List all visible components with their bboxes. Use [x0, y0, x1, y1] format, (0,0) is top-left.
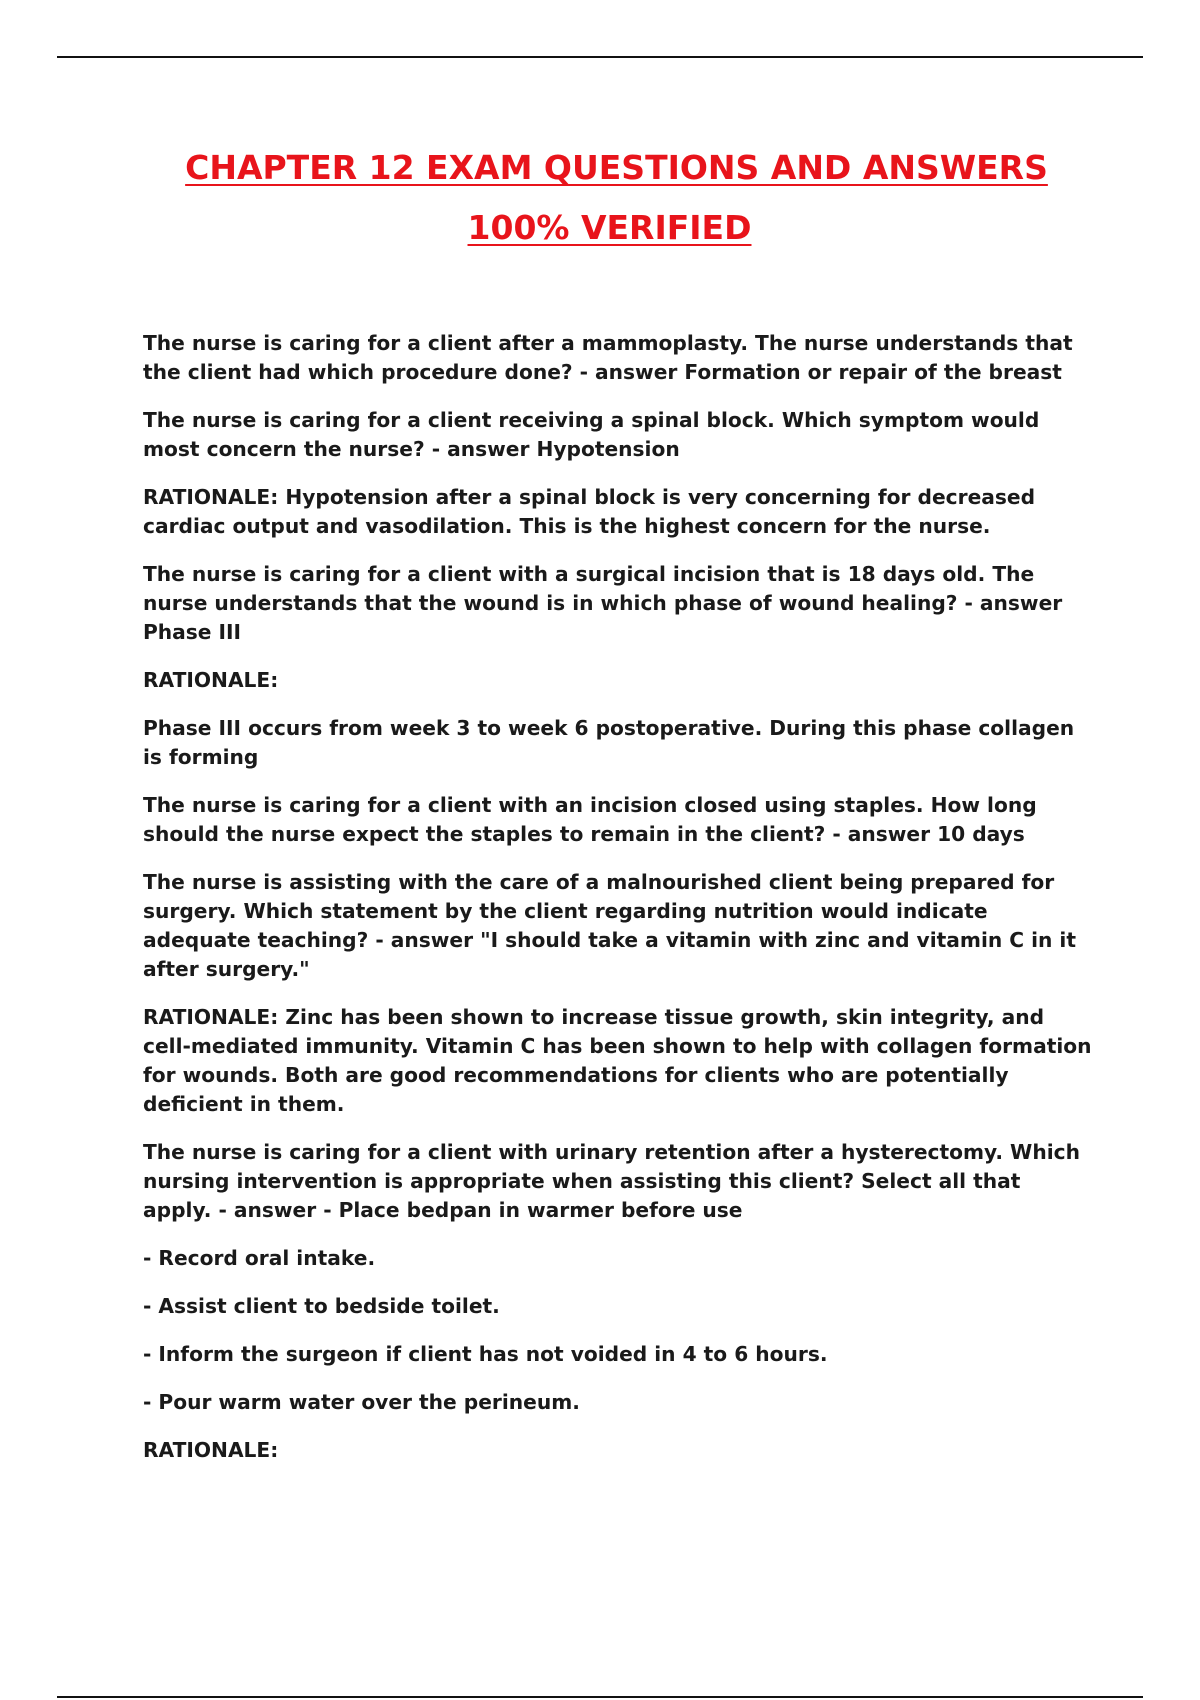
- title-line-2: 100% VERIFIED: [467, 207, 752, 247]
- top-rule: [57, 56, 1143, 58]
- paragraph-q5: The nurse is assisting with the care of a malnourished client being prepared for surgery. Which statement by the client regarding nutrition would indicate adequate teaching? - answer "I should take a vitamin with zinc and vitamin C in it after surgery.": [143, 870, 1076, 981]
- answer-option-warm-water: - Pour warm water over the perineum.: [143, 1390, 580, 1414]
- answer-option-record-intake: - Record oral intake.: [143, 1246, 376, 1270]
- paragraph-q3: The nurse is caring for a client with a surgical incision that is 18 days old. The nurse understands that the wound is in which phase of wound healing? - answer Phase III: [143, 562, 1063, 644]
- document-title: [143, 148, 1090, 247]
- paragraph-rationale-q3-text: Phase III occurs from week 3 to week 6 postoperative. During this phase collagen is forming: [143, 716, 1075, 769]
- paragraph-rationale-q5: RATIONALE: Zinc has been shown to increase tissue growth, skin integrity, and cell-mediated immunity. Vitamin C has been shown to help with collagen formation for wounds. Both are good recommendations for clients who are potentially deficient in them.: [143, 1005, 1092, 1116]
- answer-option-bedside-toilet: - Assist client to bedside toilet.: [143, 1294, 500, 1318]
- paragraph-rationale-q2: RATIONALE: Hypotension after a spinal block is very concerning for decreased cardiac output and vasodilation. This is the highest concern for the nurse.: [143, 485, 1036, 538]
- answer-option-inform-surgeon: - Inform the surgeon if client has not voided in 4 to 6 hours.: [143, 1342, 828, 1366]
- paragraph-q6: The nurse is caring for a client with urinary retention after a hysterectomy. Which nursing intervention is appropriate when assisting this client? Select all that apply. - answer - Place bedpan in warmer before use: [143, 1140, 1080, 1222]
- paragraph-rationale-q3-label: RATIONALE:: [143, 668, 279, 692]
- paragraph-rationale-q6-label: RATIONALE:: [143, 1438, 279, 1462]
- paragraph-q2: The nurse is caring for a client receiving a spinal block. Which symptom would most concern the nurse? - answer Hypotension: [143, 408, 1040, 461]
- document-body: [143, 329, 1093, 1484]
- bottom-rule: [57, 1696, 1143, 1698]
- title-line-1: CHAPTER 12 EXAM QUESTIONS AND ANSWERS: [185, 148, 1048, 187]
- paragraph-q4: The nurse is caring for a client with an incision closed using staples. How long should the nurse expect the staples to remain in the client? - answer 10 days: [143, 793, 1037, 846]
- paragraph-q1: The nurse is caring for a client after a mammoplasty. The nurse understands that the client had which procedure done? - answer Formation or repair of the breast: [143, 331, 1073, 384]
